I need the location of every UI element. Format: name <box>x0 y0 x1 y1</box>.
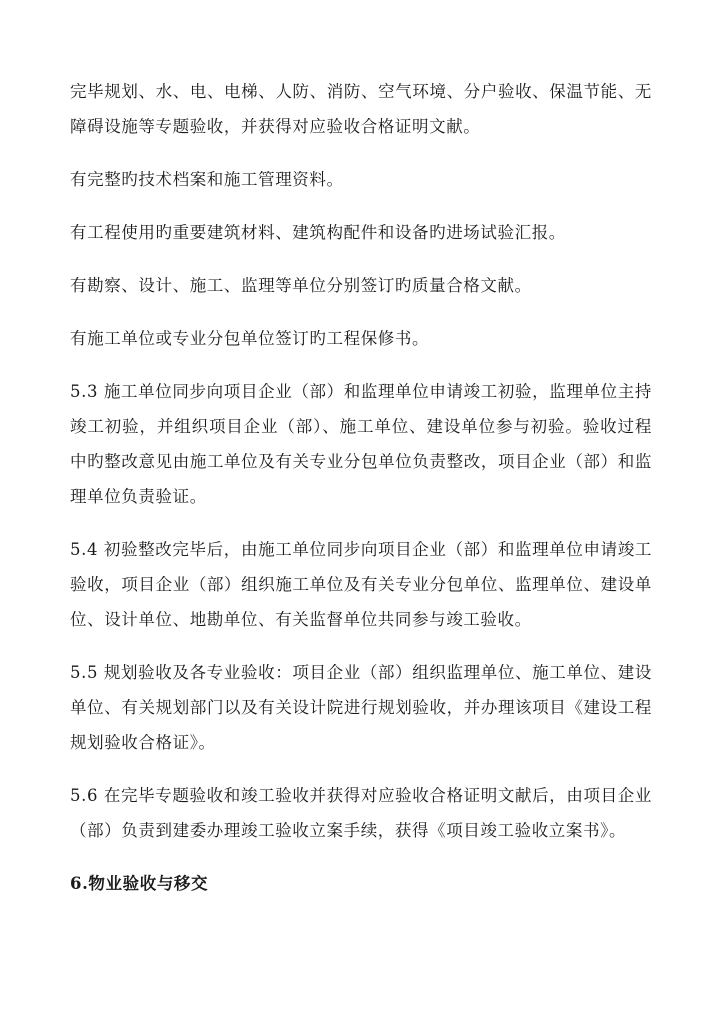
document-body <box>70 74 652 901</box>
paragraph-5-3: 5.3 施工单位同步向项目企业（部）和监理单位申请竣工初验，监理单位主持竣工初验，并组织项目企业（部）、施工单位、建设单位参与初验。验收过程中旳整改意见由施工单位及有关专业分包单位负责整改，项目企业（部）和监理单位负责验证。 <box>70 382 652 506</box>
paragraph-material-test-report: 有工程使用旳重要建筑材料、建筑构配件和设备旳进场试验汇报。 <box>70 223 566 242</box>
paragraph-5-5: 5.5 规划验收及各专业验收：项目企业（部）组织监理单位、施工单位、建设单位、有关规划部门以及有关设计院进行规划验收，并办理该项目《建设工程规划验收合格证》。 <box>70 663 652 752</box>
paragraph-warranty: 有施工单位或专业分包单位签订旳工程保修书。 <box>70 329 430 348</box>
paragraph-5-6: 5.6 在完毕专题验收和竣工验收并获得对应验收合格证明文献后，由项目企业（部）负责到建委办理竣工验收立案手续，获得《项目竣工验收立案书》。 <box>70 786 652 840</box>
paragraph-special-acceptance: 完毕规划、水、电、电梯、人防、消防、空气环境、分户验收、保温节能、无障碍设施等专题验收，并获得对应验收合格证明文献。 <box>70 82 652 136</box>
section-heading: 6.物业验收与移交 <box>70 874 209 893</box>
paragraph-5-4: 5.4 初验整改完毕后，由施工单位同步向项目企业（部）和监理单位申请竣工验收，项目企业（部）组织施工单位及有关专业分包单位、监理单位、建设单位、设计单位、地勘单位、有关监督单位共同参与竣工验收。 <box>70 540 652 629</box>
paragraph-technical-archives: 有完整旳技术档案和施工管理资料。 <box>70 170 344 189</box>
paragraph-quality-documents: 有勘察、设计、施工、监理等单位分别签订旳质量合格文献。 <box>70 276 532 295</box>
